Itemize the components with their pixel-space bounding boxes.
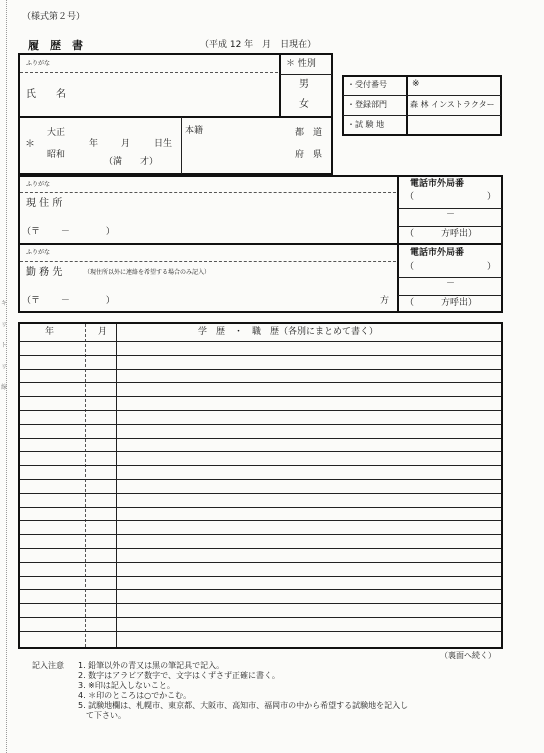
cut-line (6, 0, 7, 753)
notes-item: 2. 数字はアラビア数字で、文字はくずさず正確に書く。 (78, 671, 280, 680)
era-star: ＊ (25, 139, 35, 150)
birth-day-label: 日生 (154, 139, 173, 149)
exam-site-label: ・試 験 地 (347, 120, 385, 129)
workplace-phone-field[interactable] (400, 278, 500, 294)
history-row[interactable] (118, 618, 500, 630)
history-row[interactable] (118, 632, 500, 644)
birth-month-label: 月 (121, 139, 131, 149)
history-row[interactable] (118, 563, 500, 575)
history-row[interactable] (118, 521, 500, 533)
birth-year-label: 年 (89, 139, 99, 149)
notes-item: 4. ＊印のところは○でかこむ。 (78, 691, 192, 700)
workplace-kata: 方 (380, 296, 390, 306)
history-col-month: 月 (98, 327, 108, 337)
workplace-area-close: ） (487, 262, 497, 272)
furigana-workplace: ふりがな (26, 249, 51, 256)
address-phone-dash: － (446, 210, 456, 220)
history-row[interactable] (118, 494, 500, 506)
cut-mark-3: ト (1, 342, 8, 349)
history-row[interactable] (118, 590, 500, 602)
address-phone-field[interactable] (400, 209, 500, 225)
address-label: 現 住 所 (26, 198, 63, 209)
address-area-close: ） (487, 192, 497, 202)
workplace-caller: （ 方呼出） (405, 298, 478, 308)
workplace-note: （現住所以外に連絡を希望する場合のみ記入） (84, 269, 211, 276)
history-col-title: 学 歴 ・ 職 歴（各別にまとめて書く） (198, 327, 379, 337)
notes-item: 1. 鉛筆以外の青又は黒の筆記具で記入。 (78, 661, 225, 670)
history-row[interactable] (118, 411, 500, 423)
history-row[interactable] (118, 397, 500, 409)
page-title: 履 歴 書 (28, 39, 83, 52)
workplace-phone-title: 電話市外局番 (410, 248, 465, 258)
todofuken-1: 都 道 (295, 128, 323, 138)
history-row[interactable] (118, 604, 500, 616)
form-number: （様式第２号） (22, 12, 86, 22)
workplace-label: 勤 務 先 (26, 267, 63, 278)
registration-dept-label: ・登録部門 (347, 100, 387, 109)
history-row[interactable] (118, 452, 500, 464)
history-row[interactable] (118, 439, 500, 451)
cut-mark-2: リ (1, 322, 8, 329)
era-taisho[interactable]: 大正 (47, 128, 66, 138)
reception-number-label: ・受付番号 (347, 80, 387, 89)
furigana-name: ふりがな (26, 60, 51, 67)
workplace-area-open: （ (405, 262, 415, 272)
gender-male[interactable]: 男 (299, 79, 309, 90)
cut-mark-1: キ (1, 300, 8, 307)
address-area-open: （ (405, 192, 415, 202)
workplace-postal: （〒 － ） (22, 296, 115, 306)
notes-heading: 記入注意 (32, 661, 64, 670)
history-row[interactable] (118, 577, 500, 589)
history-col-year: 年 (45, 327, 55, 337)
history-row[interactable] (118, 549, 500, 561)
todofuken-2: 府 県 (295, 150, 323, 160)
history-row[interactable] (118, 425, 500, 437)
address-postal: （〒 － ） (22, 227, 115, 237)
history-row[interactable] (118, 383, 500, 395)
continue-note: （裏面へ続く） (440, 651, 496, 660)
address-phone-title: 電話市外局番 (410, 179, 465, 189)
workplace-area-code-field[interactable] (414, 262, 484, 276)
address-area-code-field[interactable] (414, 192, 484, 206)
cut-mark-4: リ (1, 364, 8, 371)
furigana-address: ふりがな (26, 181, 51, 188)
registration-dept-value: 森 林 インストラクター (410, 100, 495, 109)
history-row[interactable] (118, 370, 500, 382)
exam-site-field[interactable] (408, 116, 500, 134)
history-row[interactable] (118, 466, 500, 478)
history-row[interactable] (118, 508, 500, 520)
history-row[interactable] (118, 356, 500, 368)
gender-header: ＊ 性別 (286, 59, 316, 69)
notes-item: 3. ※印は記入しないこと。 (78, 681, 175, 690)
workplace-phone-dash: － (446, 279, 456, 289)
history-row[interactable] (118, 535, 500, 547)
reception-number-value: ※ (412, 79, 420, 89)
honseki-label: 本籍 (185, 126, 204, 136)
era-showa[interactable]: 昭和 (47, 150, 66, 160)
history-row[interactable] (118, 342, 500, 354)
history-row[interactable] (118, 480, 500, 492)
address-caller: （ 方呼出） (405, 229, 478, 239)
current-date: （平成 12 年 月 日現在） (200, 40, 317, 50)
cut-mark-5: 線 (1, 384, 8, 391)
age-label: （満 才） (104, 157, 159, 167)
name-label: 氏 名 (26, 89, 66, 100)
notes-item: 5. 試験地欄は、札幌市、東京都、大阪市、高知市、福岡市の中から希望する試験地を記入し (78, 701, 409, 710)
notes-item: て下さい。 (78, 711, 126, 720)
gender-female[interactable]: 女 (299, 99, 309, 110)
